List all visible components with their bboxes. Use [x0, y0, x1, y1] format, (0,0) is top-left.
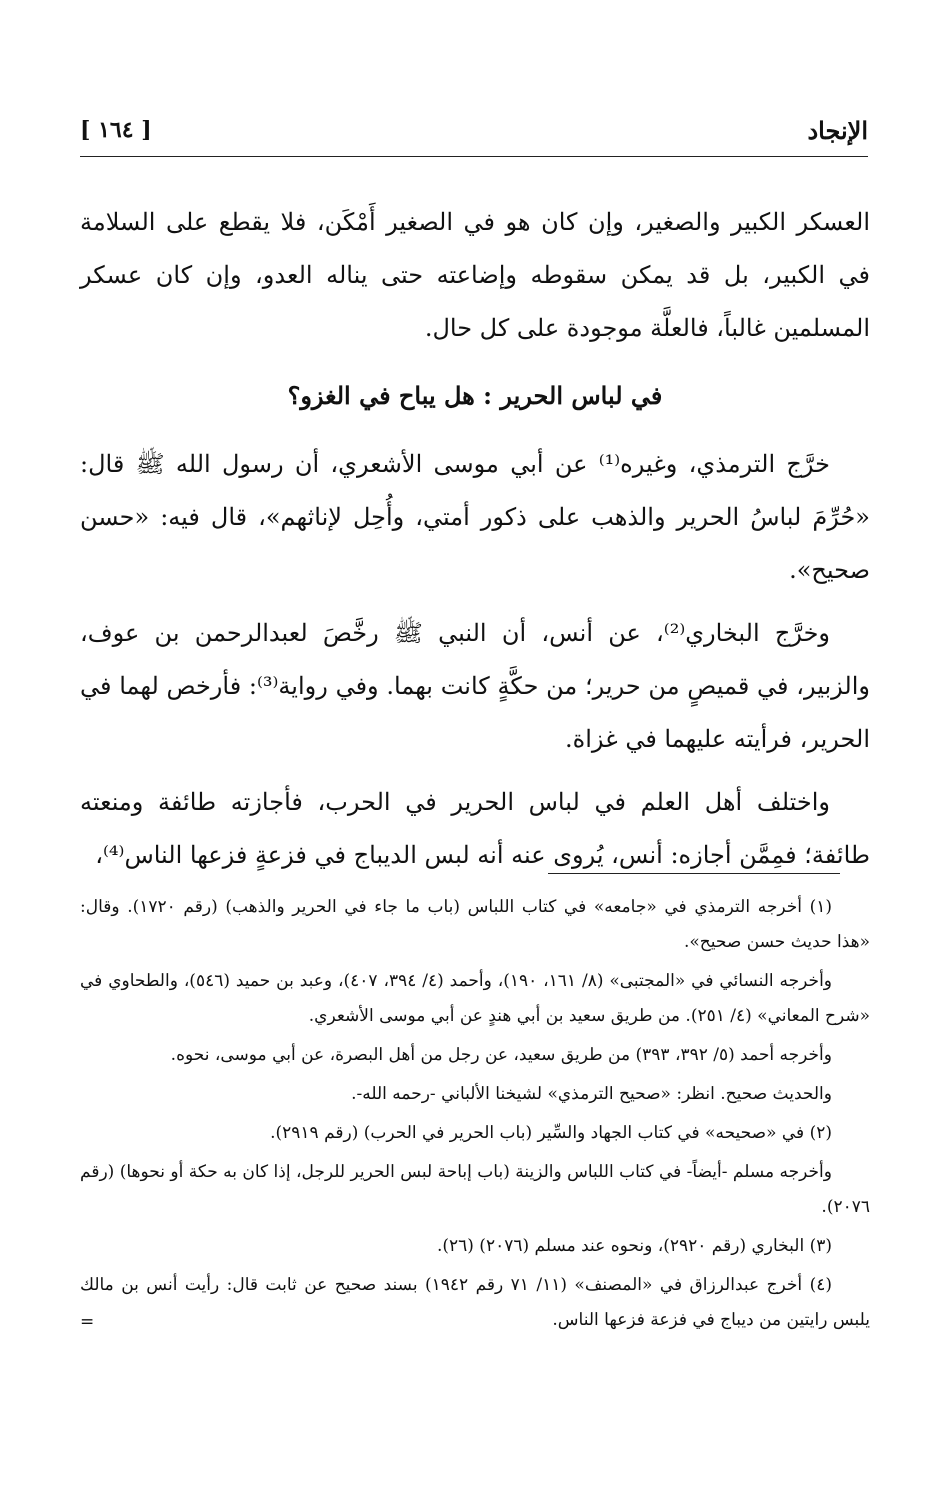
footnote-1: (١) أخرجه الترمذي في «جامعه» في كتاب اللباس (باب ما جاء في الحرير والذهب) (رقم ١٧٢٠). وقال: «هذا حديث حسن صحيح».	[80, 897, 870, 952]
footnote-4-wrapper	[80, 1268, 870, 1338]
footnote-1-continued: وأخرجه النسائي في «المجتبى» (٨/ ١٦١، ١٩٠)، وأحمد (٤/ ٣٩٤، ٤٠٧)، وعبد بن حميد (٥٤٦)، والطحاوي في «شرح المعاني» (٤/ ٢٥١). من طريق سعيد بن أبي هندٍ عن أبي موسى الأشعري.	[80, 971, 870, 1026]
continuation-mark: =	[80, 1312, 95, 1332]
footnote-1-continued: والحديث صحيح. انظر: «صحيح الترمذي» لشيخنا الألباني -رحمه الله-.	[351, 1084, 832, 1104]
footnote-4: (٤) أخرج عبدالرزاق في «المصنف» (١١/ ٧١ رقم ١٩٤٢) بسند صحيح عن ثابت قال: رأيت أنس بن مالك يلبس رايتين من ديباج في فزعة فزعها الناس.	[80, 1275, 870, 1330]
paragraph-2: خرَّج الترمذي، وغيره⁽¹⁾ عن أبي موسى الأشعري، أن رسول الله ﷺ قال: «حُرِّمَ لباسُ الحرير والذهب على ذكور أمتي، وأُحِل لإناثهم»، قال فيه: «حسن صحيح».	[80, 450, 870, 584]
footnotes	[80, 890, 870, 1342]
book-title: الإنجاد	[807, 115, 868, 145]
footnote-1-continued: وأخرجه أحمد (٥/ ٣٩٢، ٣٩٣) من طريق سعيد، عن رجل من أهل البصرة، عن أبي موسى، نحوه.	[170, 1045, 832, 1065]
header-divider	[80, 156, 868, 157]
paragraph-1: العسكر الكبير والصغير، وإن كان هو في الصغير أَمْكَن، فلا يقطع على السلامة في الكبير، بل قد يمكن سقوطه وإضاعته حتى يناله العدو، وإن كان عسكر المسلمين غالباً، فالعلَّة موجودة على كل حال.	[80, 208, 870, 342]
paragraph-3: وخرَّج البخاري⁽²⁾، عن أنس، أن النبي ﷺ رخَّصَ لعبدالرحمن بن عوف، والزبير، في قميصٍ من حرير؛ من حكَّةٍ كانت بهما. وفي رواية⁽³⁾: فأرخص لهما في الحرير، فرأيته عليهما في غزاة.	[80, 619, 870, 753]
paragraph-4: واختلف أهل العلم في لباس الحرير في الحرب، فأجازته طائفة ومنعته طائفة؛ فمِمَّن أجازه: أنس، يُروى عنه أنه لبس الديباج في فزعةٍ فزعها الناس⁽⁴⁾،	[80, 788, 870, 869]
page-header	[80, 112, 868, 148]
footnote-divider	[548, 873, 840, 874]
main-text	[80, 196, 870, 882]
page-number: [ ١٦٤ ]	[80, 117, 152, 143]
footnote-3: (٣) البخاري (رقم ٢٩٢٠)، ونحوه عند مسلم (٢٠٧٦) (٢٦).	[436, 1236, 832, 1256]
footnote-2-continued: وأخرجه مسلم -أيضاً- في كتاب اللباس والزينة (باب إباحة لبس الحرير للرجل، إذا كان به حكة أو نحوها) (رقم ٢٠٧٦).	[80, 1162, 870, 1217]
footnote-2: (٢) في «صحيحه» في كتاب الجهاد والسِّير (باب الحرير في الحرب) (رقم ٢٩١٩).	[270, 1123, 832, 1143]
section-title: في لباس الحرير : هل يباح في الغزو؟	[287, 381, 663, 410]
